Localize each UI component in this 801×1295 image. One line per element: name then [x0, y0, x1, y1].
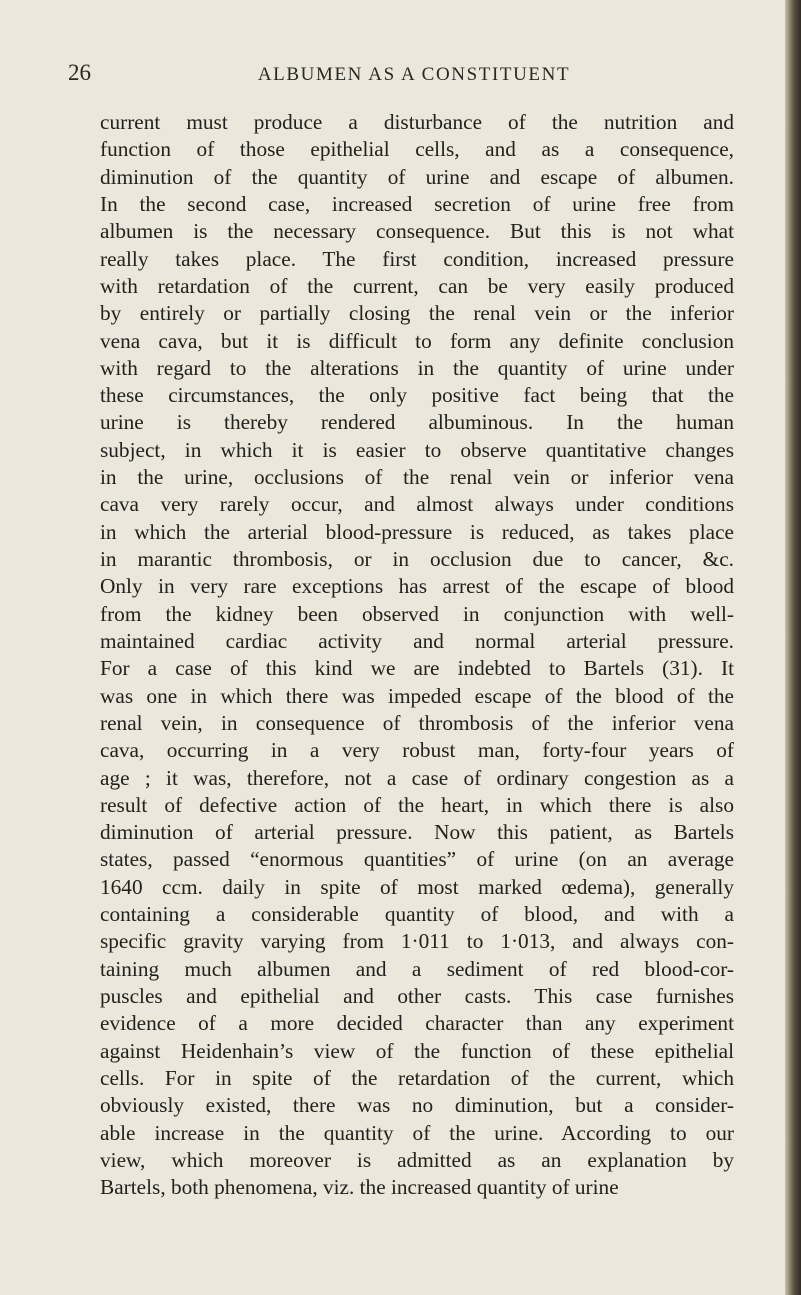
text-line: was one in which there was impeded escape of the blood of the: [100, 683, 734, 708]
text-line: containing a considerable quantity of blood, and with a: [100, 902, 734, 927]
text-line: subject, in which it is easier to observe quantitative changes: [100, 437, 734, 462]
text-line: obviously existed, there was no diminution, but a consider-: [100, 1093, 734, 1118]
text-line: in marantic thrombosis, or in occlusion due to cancer, &c.: [100, 547, 734, 571]
text-line: from the kidney been observed in conjunction with well-: [100, 601, 734, 626]
page-header: [0, 60, 801, 90]
page-edge-shadow: [785, 0, 801, 1295]
text-line: really takes place. The first condition, increased pressure: [100, 246, 734, 271]
page-number: 26: [68, 60, 91, 85]
text-line: states, passed “enormous quantities” of urine (on an average: [100, 847, 734, 872]
text-line: view, which moreover is admitted as an explanation by: [100, 1147, 734, 1172]
text-line: renal vein, in consequence of thrombosis of the inferior vena: [100, 710, 734, 735]
text-line: with retardation of the current, can be very easily produced: [100, 273, 734, 298]
body-text: [100, 109, 734, 1202]
text-line: cava, occurring in a very robust man, forty-four years of: [100, 738, 734, 763]
text-line: evidence of a more decided character than any experiment: [100, 1011, 734, 1036]
text-line: puscles and epithelial and other casts. This case furnishes: [100, 984, 734, 1008]
text-line: diminution of arterial pressure. Now this patient, as Bartels: [100, 820, 734, 845]
text-line: against Heidenhain’s view of the function of these epithelial: [100, 1038, 734, 1063]
text-line: current must produce a disturbance of the nutrition and: [100, 110, 734, 134]
text-line: specific gravity varying from 1·011 to 1·013, and always con-: [100, 929, 734, 954]
text-line: in which the arterial blood-pressure is reduced, as takes place: [100, 519, 734, 544]
text-line: Bartels, both phenomena, viz. the increased quantity of urine: [100, 1175, 619, 1200]
text-line: albumen is the necessary consequence. But this is not what: [100, 219, 734, 244]
text-line: In the second case, increased secretion of urine free from: [100, 191, 734, 216]
text-line: by entirely or partially closing the renal vein or the inferior: [100, 301, 734, 326]
text-line: in the urine, occlusions of the renal vein or inferior vena: [100, 465, 734, 490]
text-line: able increase in the quantity of the urine. According to our: [100, 1120, 734, 1145]
text-line: cells. For in spite of the retardation of the current, which: [100, 1065, 734, 1090]
text-line: vena cava, but it is difficult to form any definite conclusion: [100, 328, 734, 353]
text-line: For a case of this kind we are indebted to Bartels (31). It: [100, 656, 734, 681]
text-line: 1640 ccm. daily in spite of most marked œdema), generally: [100, 874, 734, 899]
text-line: Only in very rare exceptions has arrest of the escape of blood: [100, 574, 734, 599]
text-line: urine is thereby rendered albuminous. In the human: [100, 410, 734, 435]
running-head: ALBUMEN AS A CONSTITUENT: [257, 64, 571, 85]
text-line: these circumstances, the only positive fact being that the: [100, 383, 734, 408]
text-line: age ; it was, therefore, not a case of ordinary congestion as a: [100, 765, 734, 790]
text-line: taining much albumen and a sediment of red blood-cor-: [100, 956, 734, 981]
text-line: with regard to the alterations in the quantity of urine under: [100, 355, 734, 380]
text-line: function of those epithelial cells, and as a consequence,: [100, 137, 734, 162]
text-line: diminution of the quantity of urine and escape of albumen.: [100, 164, 734, 189]
text-line: cava very rarely occur, and almost always under conditions: [100, 492, 734, 517]
text-line: result of defective action of the heart, in which there is also: [100, 792, 734, 817]
text-line: maintained cardiac activity and normal arterial pressure.: [100, 628, 734, 653]
